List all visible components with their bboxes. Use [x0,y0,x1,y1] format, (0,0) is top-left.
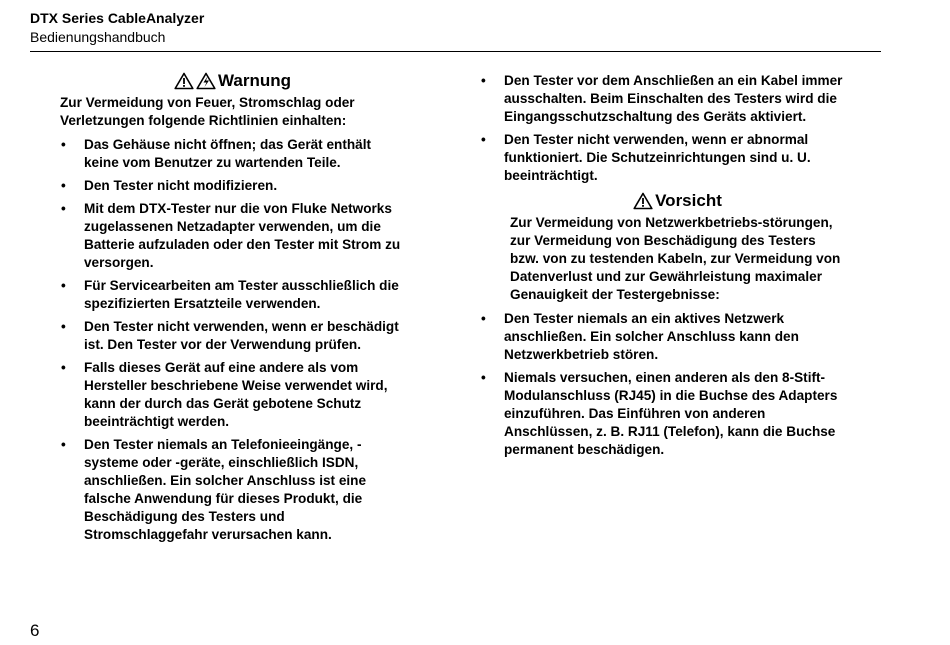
page-number: 6 [30,621,40,640]
bullet-symbol: • [481,73,486,88]
warning-triangle-icon [174,72,194,90]
bullet-symbol: • [61,137,66,152]
document-subtitle: Bedienungshandbuch [30,29,166,45]
bullet-symbol: • [61,360,66,375]
header-divider [30,51,881,52]
warning-list-continued [480,72,845,185]
list-item: • Mit dem DTX-Tester nur die von Fluke Networks zugelassenen Netzadapter verwenden, um die Batterie aufzuladen oder den Tester mit Strom zu versorgen. [61,201,401,270]
warning-intro: Zur Vermeidung von Feuer, Stromschlag oder Verletzungen folgende Richtlinien einhalten: [60,95,355,128]
bullet-symbol: • [61,437,66,452]
caution-heading-text: Vorsicht [655,191,722,210]
warning-heading [60,70,405,92]
list-item: • Das Gehäuse nicht öffnen; das Gerät enthält keine vom Benutzer zu wartenden Teile. [61,137,372,170]
caution-section [480,190,845,304]
list-item: • Den Tester nicht verwenden, wenn er beschädigt ist. Den Tester vor der Verwendung prüfen. [61,319,399,352]
warning-triangle-icon [196,72,216,90]
list-item: • Niemals versuchen, einen anderen als den 8-Stift-Modulanschluss (RJ45) in die Buchse des Adapters einzuführen. Das Einführen von anderen Anschlüssen, z. B. RJ11 (Telefon), kann die Buchse permanent beschädigen. [481,370,838,457]
caution-heading [510,190,845,212]
warning-heading-text: Warnung [217,71,292,90]
document-header [30,9,204,46]
list-item: • Den Tester niemals an Telefonieeingänge, -systeme oder -geräte, einschließlich ISDN, anschließen. Ein solcher Anschluss ist eine falsche Anwendung für dieses Produkt, die Beschädigung des Testers und Stromschlaggefahr verursachen kann. [61,437,367,542]
list-item: • Den Tester nicht verwenden, wenn er abnormal funktioniert. Die Schutzeinrichtungen sind u. U. beeinträchtigt. [481,132,811,183]
list-item: • Falls dieses Gerät auf eine andere als vom Hersteller beschriebene Weise verwendet wird, kann der durch das Gerät gebotene Schutz beeinträchtigt werden. [61,360,388,429]
warning-triangle-icon [633,192,653,210]
bullet-symbol: • [61,319,66,334]
list-item: • Für Servicearbeiten am Tester ausschließlich die spezifizierten Ersatzteile verwenden. [61,278,399,311]
caution-intro: Zur Vermeidung von Netzwerkbetriebs-störungen, zur Vermeidung von Beschädigung des Testers bzw. von zu testenden Kabeln, zur Vermeidung von Datenverlust und zur Gewährleistung maximaler Genauigkeit der Testergebnisse: [510,215,841,302]
bullet-symbol: • [61,278,66,293]
bullet-symbol: • [61,178,66,193]
bullet-symbol: • [481,370,486,385]
bullet-symbol: • [61,201,66,216]
list-item: • Den Tester nicht modifizieren. [61,178,278,193]
bullet-symbol: • [481,311,486,326]
bullet-symbol: • [481,132,486,147]
list-item: • Den Tester niemals an ein aktives Netzwerk anschließen. Ein solcher Anschluss kann den Netzwerkbetrieb stören. [481,311,799,362]
right-column [480,72,845,464]
list-item: • Den Tester vor dem Anschließen an ein Kabel immer ausschalten. Beim Einschalten des Testers wird die Eingangsschutzschaltung des Geräts aktiviert. [481,73,843,124]
document-title: DTX Series CableAnalyzer [30,10,205,26]
warning-list [60,136,405,544]
warning-section [60,70,405,549]
caution-list [480,310,845,459]
